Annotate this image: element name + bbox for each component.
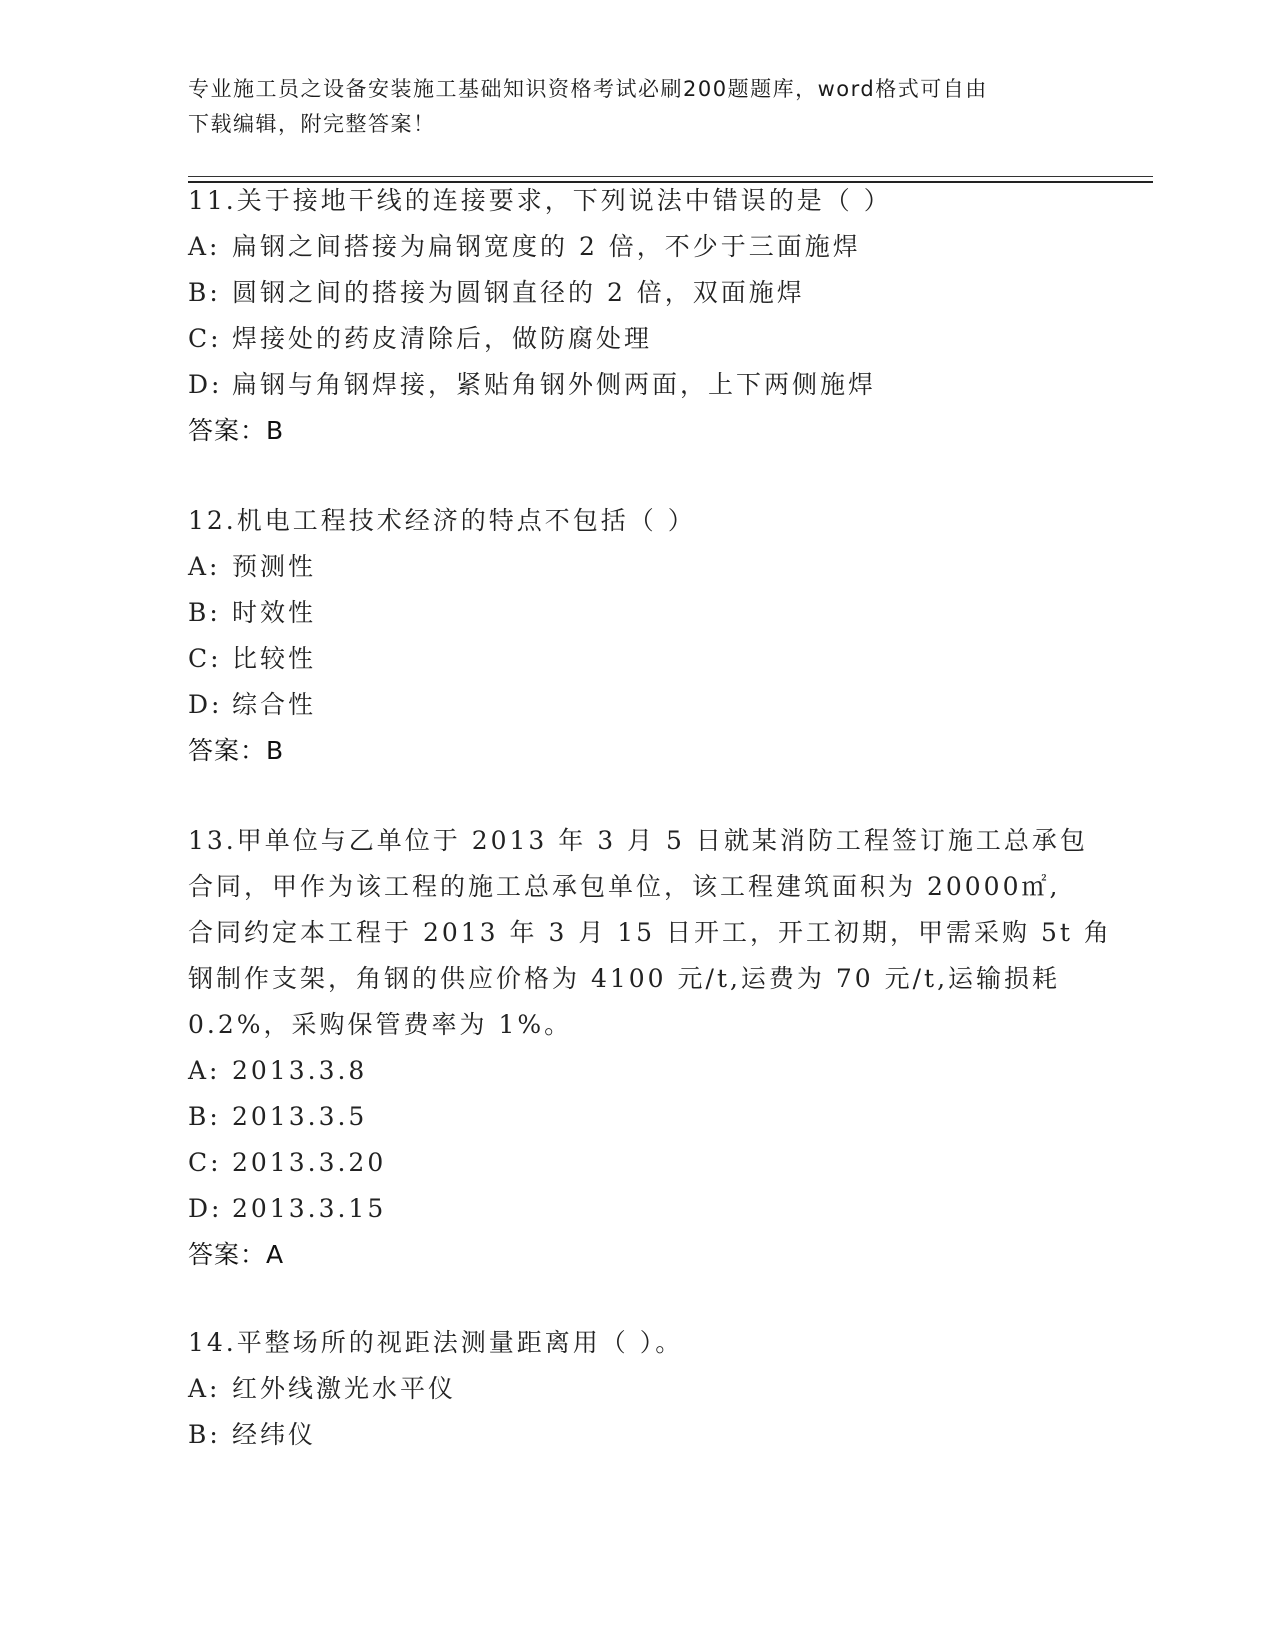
answer-label: 答案：B [188, 416, 285, 445]
option-d [188, 362, 1088, 408]
option-key: C: [188, 644, 222, 673]
option-text: 圆钢之间的搭接为圆钢直径的 2 倍，双面施焊 [232, 278, 805, 307]
option-key: C: [188, 324, 222, 353]
option-text: 焊接处的药皮清除后，做防腐处理 [232, 324, 653, 353]
option-key: B: [188, 598, 221, 627]
option-b [188, 1412, 1088, 1458]
option-key: D: [188, 370, 223, 399]
option-key: D: [188, 690, 223, 719]
question-stem-line-3: 合同约定本工程于 2013 年 3 月 15 日开工，开工初期，甲需采购 5t 角 [188, 918, 1112, 947]
option-a [188, 1048, 1088, 1094]
question-stem: 14.平整场所的视距法测量距离用（ ）。 [188, 1328, 684, 1357]
question-11 [188, 178, 1088, 454]
option-b [188, 270, 1088, 316]
option-c [188, 1140, 1088, 1186]
option-key: A: [188, 552, 221, 581]
question-stem: 11.关于接地干线的连接要求，下列说法中错误的是（ ） [188, 186, 892, 215]
option-text: 2013.3.5 [232, 1102, 368, 1131]
option-d [188, 1186, 1088, 1232]
question-stem-line-5: 0.2%，采购保管费率为 1%。 [188, 1010, 573, 1039]
option-b [188, 1094, 1088, 1140]
option-c [188, 636, 1088, 682]
option-key: A: [188, 232, 221, 261]
document-header [188, 72, 1068, 142]
option-text: 经纬仪 [232, 1420, 317, 1449]
answer-label: 答案：A [188, 1240, 285, 1269]
question-stem-line-2: 合同，甲作为该工程的施工总承包单位，该工程建筑面积为 20000㎡, [188, 872, 1061, 901]
option-key: C: [188, 1148, 222, 1177]
option-key: D: [188, 1194, 223, 1223]
option-text: 红外线激光水平仪 [232, 1374, 457, 1403]
answer-label: 答案：B [188, 736, 285, 765]
option-a [188, 224, 1088, 270]
option-key: B: [188, 1420, 221, 1449]
option-text: 扁钢与角钢焊接，紧贴角钢外侧两面，上下两侧施焊 [232, 370, 877, 399]
option-key: A: [188, 1374, 221, 1403]
header-line-2: 下载编辑，附完整答案！ [188, 112, 436, 136]
option-text: 时效性 [232, 598, 317, 627]
option-text: 2013.3.8 [232, 1056, 368, 1085]
question-stem-line-1: 13.甲单位与乙单位于 2013 年 3 月 5 日就某消防工程签订施工总承包 [188, 826, 1088, 855]
question-stem: 12.机电工程技术经济的特点不包括（ ） [188, 506, 696, 535]
option-text: 扁钢之间搭接为扁钢宽度的 2 倍，不少于三面施焊 [232, 232, 861, 261]
option-a [188, 1366, 1088, 1412]
option-d [188, 682, 1088, 728]
option-text: 比较性 [232, 644, 317, 673]
option-text: 2013.3.20 [232, 1148, 387, 1177]
header-divider-thin [188, 176, 1153, 177]
question-12 [188, 498, 1088, 774]
header-line-1: 专业施工员之设备安装施工基础知识资格考试必刷200题题库，word格式可自由 [188, 77, 988, 101]
option-a [188, 544, 1088, 590]
option-b [188, 590, 1088, 636]
question-stem-line-4: 钢制作支架，角钢的供应价格为 4100 元/t,运费为 70 元/t,运输损耗 [188, 964, 1061, 993]
option-c [188, 316, 1088, 362]
option-text: 预测性 [232, 552, 317, 581]
option-text: 综合性 [232, 690, 317, 719]
option-text: 2013.3.15 [232, 1194, 387, 1223]
option-key: B: [188, 278, 221, 307]
question-13 [188, 818, 1112, 1278]
question-14 [188, 1320, 1088, 1458]
option-key: B: [188, 1102, 221, 1131]
option-key: A: [188, 1056, 221, 1085]
